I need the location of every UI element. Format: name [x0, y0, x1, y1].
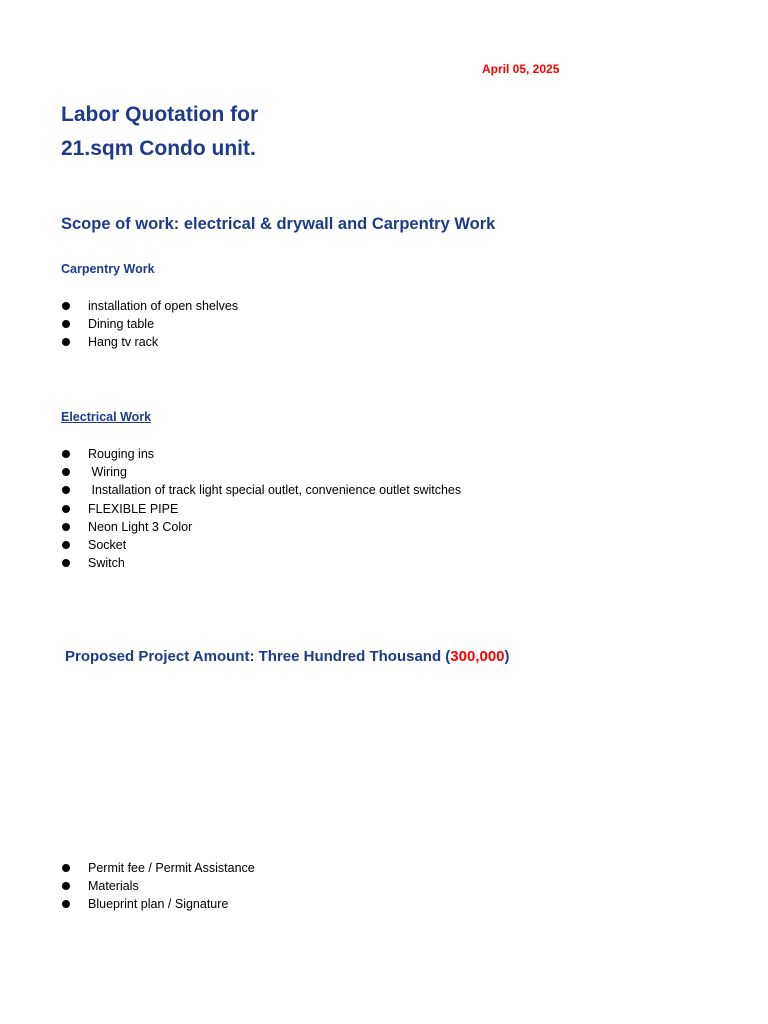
list-item-text: Hang tv rack: [88, 335, 159, 350]
list-item-text: Wiring: [88, 465, 127, 480]
list-item-text: Socket: [88, 537, 127, 552]
list-item: [61, 297, 238, 315]
list-item-text: Blueprint plan / Signature: [88, 897, 229, 912]
quotation-date: April 05, 2025: [482, 62, 560, 76]
list-item: [61, 333, 238, 351]
amount-prefix: Proposed Project Amount: Three Hundred Thousand (: [65, 648, 451, 665]
list-item-text: installation of open shelves: [88, 299, 239, 313]
list-item: [61, 554, 461, 572]
bullet-icon: [62, 541, 70, 549]
page-title: [61, 98, 258, 166]
bullet-icon: [62, 468, 70, 476]
carpentry-heading: Carpentry Work: [61, 262, 155, 276]
title-line-2: 21.sqm Condo unit.: [61, 137, 256, 160]
bullet-icon: [62, 320, 70, 328]
list-item: [61, 500, 461, 518]
title-line-1: Labor Quotation for: [61, 103, 259, 126]
proposed-amount: [65, 648, 510, 665]
list-item: [61, 877, 255, 895]
list-item-text: FLEXIBLE PIPE: [88, 501, 179, 516]
list-item-text: Dining table: [88, 317, 155, 332]
bullet-icon: [62, 302, 70, 310]
list-item-text: Installation of track light special outlet, convenience outlet switches: [88, 483, 462, 498]
list-item-text: Switch: [88, 556, 125, 571]
list-item: [61, 859, 255, 877]
carpentry-list: [61, 297, 238, 352]
list-item: [61, 445, 461, 463]
bullet-icon: [62, 882, 70, 890]
bullet-icon: [62, 900, 70, 908]
scope-heading: Scope of work: electrical & drywall and Carpentry Work: [61, 215, 496, 233]
amount-suffix: ): [504, 648, 510, 665]
electrical-list: [61, 445, 461, 572]
list-item: [61, 481, 461, 499]
bullet-icon: [62, 559, 70, 567]
list-item-text: Materials: [88, 879, 139, 894]
list-item: [61, 895, 255, 913]
bullet-icon: [62, 338, 70, 346]
amount-number: 300,000: [450, 648, 505, 665]
list-item: [61, 463, 461, 481]
bullet-icon: [62, 486, 70, 494]
bullet-icon: [62, 505, 70, 513]
electrical-heading: Electrical Work: [61, 410, 152, 424]
list-item: [61, 536, 461, 554]
notes-list: [61, 859, 255, 914]
list-item-text: Permit fee / Permit Assistance: [88, 861, 255, 875]
list-item-text: Rouging ins: [88, 447, 155, 461]
bullet-icon: [62, 523, 70, 531]
bullet-icon: [62, 450, 70, 458]
bullet-icon: [62, 864, 70, 872]
list-item: [61, 518, 461, 536]
list-item: [61, 315, 238, 333]
list-item-text: Neon Light 3 Color: [88, 519, 193, 534]
